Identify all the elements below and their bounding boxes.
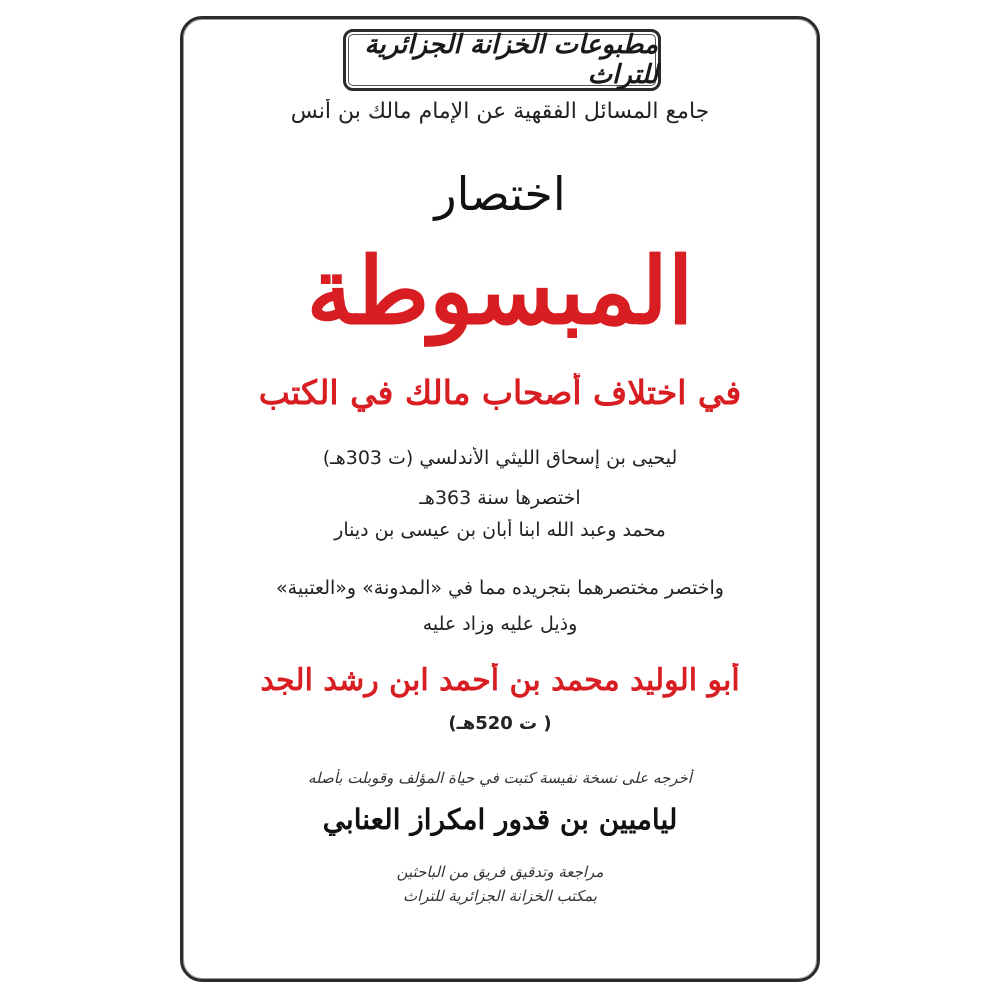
produced-by-note: أخرجه على نسخة نفيسة كتبت في حياة المؤلف وقوبلت بأصله	[308, 769, 692, 787]
book-title: المبسوطة	[306, 237, 694, 345]
title-prefix: اختصار	[434, 167, 566, 221]
publisher-office: بمكتب الخزانة الجزائرية للتراث	[403, 887, 597, 905]
abridged-year: اختصرها سنة 363هـ	[419, 487, 581, 509]
book-subtitle: في اختلاف أصحاب مالك في الكتب	[258, 373, 742, 412]
abridgers: محمد وعبد الله ابنا أبان بن عيسى بن دينار	[334, 519, 666, 541]
review-note: مراجعة وتدقيق فريق من الباحثين	[396, 863, 604, 881]
cover-frame	[180, 16, 820, 982]
further-abridgement: واختصر مختصرهما بتجريده مما في «المدونة» و«العتبية»	[276, 577, 724, 599]
original-author: ليحيى بن إسحاق الليثي الأندلسي (ت 303هـ)	[322, 447, 678, 469]
series-banner	[343, 29, 661, 91]
editor-death-date: ( ت 520هـ)	[448, 713, 552, 734]
supplement-note: وذيل عليه وزاد عليه	[422, 613, 578, 635]
producer-name: لياميين بن قدور امكراز العنابي	[322, 803, 678, 836]
editor-name: أبو الوليد محمد بن أحمد ابن رشد الجد	[260, 663, 740, 698]
collection-title: جامع المسائل الفقهية عن الإمام مالك بن أنس	[290, 99, 710, 124]
series-title: مطبوعات الخزانة الجزائرية للتراث	[364, 30, 658, 90]
